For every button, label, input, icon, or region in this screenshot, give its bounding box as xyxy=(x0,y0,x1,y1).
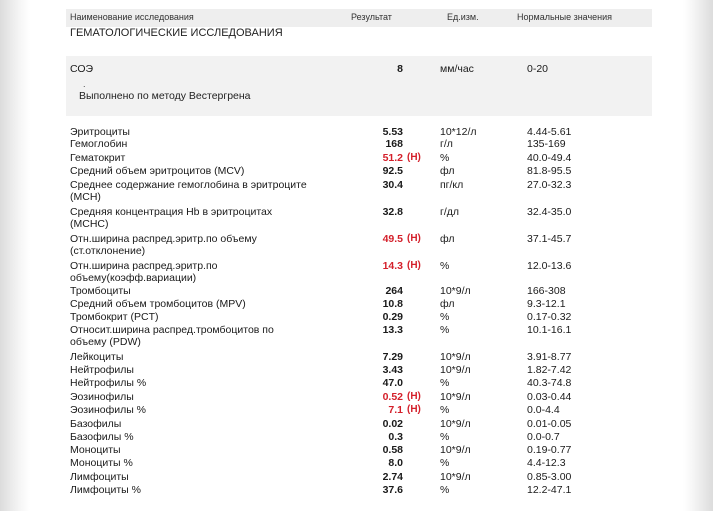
test-normal-range: 166-308 xyxy=(527,285,566,297)
test-result: 5.53 xyxy=(382,126,403,138)
header-result: Результат xyxy=(351,12,392,22)
high-flag: (Н) xyxy=(407,233,421,244)
test-normal-range: 0-20 xyxy=(527,63,549,75)
test-result: 7.1 xyxy=(388,404,403,416)
header-normal-values: Нормальные значения xyxy=(517,12,613,22)
test-unit: 10*9/л xyxy=(440,418,471,430)
test-result: 32.8 xyxy=(382,206,403,218)
high-flag: (Н) xyxy=(407,404,421,415)
test-result: 264 xyxy=(385,285,403,297)
test-unit: фл xyxy=(440,233,455,245)
test-normal-range: 9.3-12.1 xyxy=(527,298,566,310)
test-normal-range: 1.82-7.42 xyxy=(527,364,572,376)
test-name: Моноциты xyxy=(70,444,121,456)
test-name: Эритроциты xyxy=(70,126,130,138)
test-normal-range: 27.0-32.3 xyxy=(527,179,572,191)
test-unit: 10*9/л xyxy=(440,471,471,483)
test-result: 0.52 xyxy=(382,391,403,403)
high-flag: (Н) xyxy=(407,152,421,163)
test-name: СОЭ xyxy=(70,63,94,75)
test-name: Лимфоциты % xyxy=(70,484,141,496)
test-name: Базофилы % xyxy=(70,431,134,443)
test-unit: 10*9/л xyxy=(440,364,471,376)
test-name: Моноциты % xyxy=(70,457,133,469)
test-name: Эозинофилы xyxy=(70,391,134,403)
test-name: Средняя концентрация Hb в эритроцитах (MCHC) xyxy=(70,206,273,230)
test-normal-range: 12.2-47.1 xyxy=(527,484,572,496)
test-result: 0.3 xyxy=(388,431,403,443)
test-result: 47.0 xyxy=(382,377,403,389)
test-unit: 10*9/л xyxy=(440,444,471,456)
test-name: Гематокрит xyxy=(70,152,126,164)
test-name: Лейкоциты xyxy=(70,351,124,363)
test-unit: 10*9/л xyxy=(440,285,471,297)
test-result: 8.0 xyxy=(388,457,403,469)
test-normal-range: 40.3-74.8 xyxy=(527,377,572,389)
test-name: Средний объем эритроцитов (MCV) xyxy=(70,165,245,177)
test-name: Отн.ширина распред.эритр.по объему(коэфф.вариации) xyxy=(70,260,218,284)
test-normal-range: 0.01-0.05 xyxy=(527,418,572,430)
test-unit: % xyxy=(440,431,450,443)
test-name: Лимфоциты xyxy=(70,471,129,483)
test-unit: % xyxy=(440,311,450,323)
high-flag: (Н) xyxy=(407,391,421,402)
test-normal-range: 4.44-5.61 xyxy=(527,126,572,138)
test-unit: % xyxy=(440,152,450,164)
test-unit: 10*9/л xyxy=(440,391,471,403)
test-result: 13.3 xyxy=(382,324,403,336)
test-result: 3.43 xyxy=(382,364,403,376)
test-unit: % xyxy=(440,484,450,496)
test-normal-range: 4.4-12.3 xyxy=(527,457,566,469)
test-normal-range: 12.0-13.6 xyxy=(527,260,572,272)
test-name: Эозинофилы % xyxy=(70,404,147,416)
test-unit: мм/час xyxy=(440,63,474,75)
page-shadow-left xyxy=(0,0,30,511)
test-normal-range: 0.0-4.4 xyxy=(527,404,560,416)
test-result: 92.5 xyxy=(382,165,403,177)
test-result: 51.2 xyxy=(382,152,403,164)
lab-report-sheet xyxy=(66,0,652,511)
test-normal-range: 32.4-35.0 xyxy=(527,206,572,218)
test-unit: фл xyxy=(440,298,455,310)
test-name: Тромбокрит (PCT) xyxy=(70,311,159,323)
high-flag: (Н) xyxy=(407,260,421,271)
test-normal-range: 135-169 xyxy=(527,138,566,150)
test-name: Среднее содержание гемоглобина в эритроците (MCH) xyxy=(70,179,307,203)
test-name: Базофилы xyxy=(70,418,122,430)
test-name: Отн.ширина распред.эритр.по объему (ст.отклонение) xyxy=(70,233,257,257)
test-unit: % xyxy=(440,404,450,416)
header-unit: Ед.изм. xyxy=(447,12,479,22)
test-unit: 10*12/л xyxy=(440,126,477,138)
test-normal-range: 0.17-0.32 xyxy=(527,311,572,323)
test-normal-range: 0.0-0.7 xyxy=(527,431,560,443)
test-name: Нейтрофилы % xyxy=(70,377,147,389)
test-unit: % xyxy=(440,260,450,272)
test-normal-range: 37.1-45.7 xyxy=(527,233,572,245)
test-normal-range: 10.1-16.1 xyxy=(527,324,572,336)
test-unit: пг/кл xyxy=(440,179,464,191)
test-result: 0.29 xyxy=(382,311,403,323)
test-unit: г/л xyxy=(440,138,453,150)
test-result: 2.74 xyxy=(382,471,403,483)
test-result: 14.3 xyxy=(382,260,403,272)
method-bullet: . xyxy=(83,79,86,89)
test-normal-range: 81.8-95.5 xyxy=(527,165,572,177)
test-result: 7.29 xyxy=(382,351,403,363)
test-unit: 10*9/л xyxy=(440,351,471,363)
test-unit: % xyxy=(440,324,450,336)
test-normal-range: 3.91-8.77 xyxy=(527,351,572,363)
test-name: Средний объем тромбоцитов (MPV) xyxy=(70,298,246,310)
test-name: Нейтрофилы xyxy=(70,364,134,376)
test-result: 30.4 xyxy=(382,179,403,191)
test-normal-range: 40.0-49.4 xyxy=(527,152,572,164)
header-test-name: Наименование исследования xyxy=(70,12,194,22)
test-unit: % xyxy=(440,457,450,469)
test-unit: г/дл xyxy=(440,206,460,218)
test-result: 0.02 xyxy=(382,418,403,430)
test-name: Гемоглобин xyxy=(70,138,128,150)
test-result: 37.6 xyxy=(382,484,403,496)
test-normal-range: 0.03-0.44 xyxy=(527,391,572,403)
page-shadow-right xyxy=(683,0,713,511)
test-normal-range: 0.19-0.77 xyxy=(527,444,572,456)
test-result: 10.8 xyxy=(382,298,403,310)
test-result: 0.58 xyxy=(382,444,403,456)
section-title: ГЕМАТОЛОГИЧЕСКИЕ ИССЛЕДОВАНИЯ xyxy=(70,27,283,39)
test-result: 8 xyxy=(397,63,403,75)
test-name: Тромбоциты xyxy=(70,285,131,297)
method-note: Выполнено по методу Вестергрена xyxy=(79,90,251,102)
test-unit: % xyxy=(440,377,450,389)
test-result: 49.5 xyxy=(382,233,403,245)
test-normal-range: 0.85-3.00 xyxy=(527,471,572,483)
test-name: Относит.ширина распред.тромбоцитов по объему (PDW) xyxy=(70,324,274,348)
test-result: 168 xyxy=(385,138,403,150)
test-unit: фл xyxy=(440,165,455,177)
